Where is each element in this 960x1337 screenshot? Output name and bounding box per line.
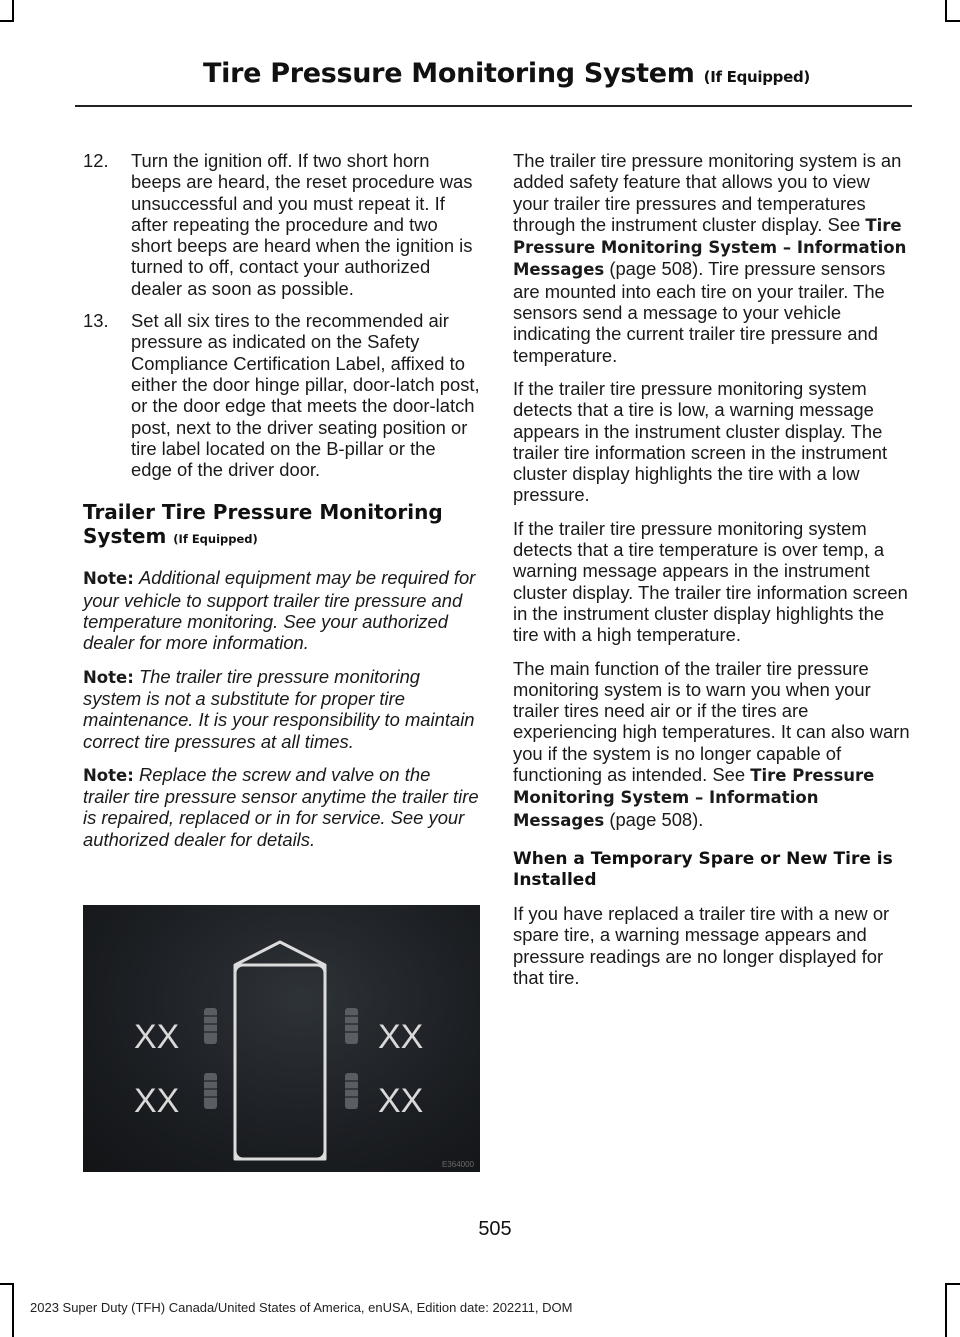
section-heading: Trailer Tire Pressure Monitoring System (If Equipped) xyxy=(83,500,443,549)
crop-mark xyxy=(12,1283,14,1337)
header-title-suffix: (If Equipped) xyxy=(703,68,810,86)
note xyxy=(83,666,480,752)
note-text: Replace the screw and valve on the trailer tire pressure sensor anytime the trailer tire is repaired, replaced or in for service. See your authorized dealer for details. xyxy=(83,763,479,850)
note xyxy=(83,567,480,653)
step-number: 12. xyxy=(83,150,109,171)
front-right-pressure: XX xyxy=(378,1018,424,1056)
paragraph: If the trailer tire pressure monitoring system detects that a tire temperature is over temp, a warning message appears in the instrument cluster display. The trailer tire information screen in the instrument cluster display highlights the tire with a high temperature. xyxy=(513,517,908,646)
edition-footer: 2023 Super Duty (TFH) Canada/United States of America, enUSA, Edition date: 202211, DOM xyxy=(30,1300,573,1315)
paragraph: The trailer tire pressure monitoring system is an added safety feature that allows you to view your trailer tire pressures and temperatures through the instrument cluster display. See Tire Pressure Monitoring System – Information Messages (page 508). Tire pressure sensors are mounted into each tire on your trailer. The sensors send a message to your vehicle indicating the current trailer tire pressure and temperature. xyxy=(513,150,907,366)
note-label: Note: xyxy=(83,765,134,785)
cross-reference-link[interactable]: Tire Pressure Monitoring System – Information Messages xyxy=(513,215,907,280)
crop-mark xyxy=(12,0,14,22)
paragraph: If the trailer tire pressure monitoring system detects that a tire is low, a warning message appears in the instrument cluster display. The trailer tire information screen in the instrument cluster display highlights the tire with a low pressure. xyxy=(513,377,888,506)
paragraph: If you have replaced a trailer tire with a new or spare tire, a warning message appears and pressure readings are no longer displayed for that tire. xyxy=(513,902,890,988)
crop-mark xyxy=(0,1283,14,1285)
trailer-tire-display-figure xyxy=(83,905,480,1172)
crop-mark xyxy=(0,20,14,22)
trailer-body xyxy=(235,965,325,1159)
left-column xyxy=(83,150,480,862)
paragraph: The main function of the trailer tire pressure monitoring system is to warn you when your trailer tires need air or if the tires are experiencing high temperatures. It can also warn you if the system is no longer capable of functioning as intended. See Tire Pressure Monitoring System – Information Messages (page 508). xyxy=(513,657,910,830)
crop-mark xyxy=(945,1283,947,1337)
step-number: 13. xyxy=(83,310,109,332)
trailer-outline-icon xyxy=(235,942,325,1159)
tire-icon xyxy=(204,1073,217,1109)
rear-left-pressure: XX xyxy=(134,1082,180,1120)
note-label: Note: xyxy=(83,569,134,589)
crop-mark xyxy=(945,1283,960,1285)
step-text: Set all six tires to the recommended air pressure as indicated on the Safety Compliance Certification Label, affixed to either the door hinge pillar, door-latch post, or the door edge that meets the door-latch post, next to the driver seating position or tire label located on the B-pillar or the edge of the driver door. xyxy=(131,310,480,481)
section-heading-suffix: (If Equipped) xyxy=(173,532,258,547)
rear-right-pressure: XX xyxy=(378,1082,424,1120)
tire-icon xyxy=(345,1073,358,1109)
note-text: Additional equipment may be required for your vehicle to support trailer tire pressure and temperature monitoring. See your authorized dealer for more information. xyxy=(83,567,476,654)
note-label: Note: xyxy=(83,667,134,687)
figure-id: E364000 xyxy=(441,1160,474,1169)
procedure-step xyxy=(83,150,480,299)
header-title: Tire Pressure Monitoring System xyxy=(203,58,695,89)
crop-mark xyxy=(945,20,960,22)
subheading: When a Temporary Spare or New Tire is Installed xyxy=(513,848,893,890)
cross-reference-link[interactable]: Tire Pressure Monitoring System – Information Messages xyxy=(513,766,875,830)
header-rule xyxy=(75,105,912,107)
note xyxy=(83,764,480,850)
front-left-pressure: XX xyxy=(134,1018,180,1056)
tire-icon xyxy=(204,1008,217,1044)
step-text: Turn the ignition off. If two short horn beeps are heard, the reset procedure was unsuccessful and you must repeat it. If after repeating the procedure and two short beeps are heard when the ignition is turned to off, contact your authorized dealer as soon as possible. xyxy=(131,150,473,299)
crop-mark xyxy=(945,0,947,22)
note-text: The trailer tire pressure monitoring system is not a substitute for proper tire maintenance. It is your responsibility to maintain correct tire pressures at all times. xyxy=(83,665,475,752)
tire-icon xyxy=(345,1008,358,1044)
trailer-diagram xyxy=(83,905,480,1172)
right-column xyxy=(513,150,910,1000)
procedure-step xyxy=(83,310,480,480)
running-header xyxy=(203,58,810,89)
page-number: 505 xyxy=(478,1218,512,1240)
